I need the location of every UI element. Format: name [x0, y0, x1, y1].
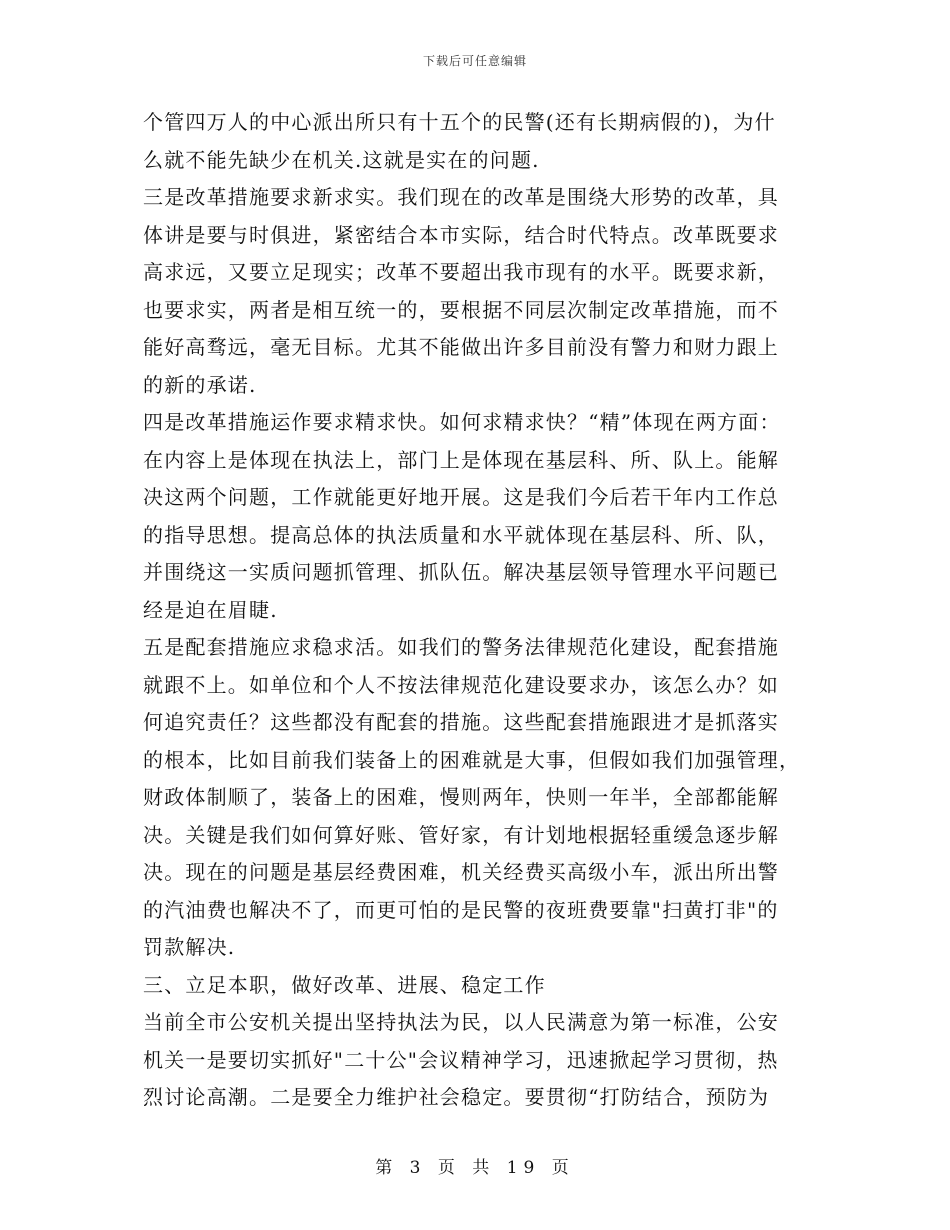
text-line: 的汽油费也解决不了，而更可怕的是民警的夜班费要靠"扫黄打非"的: [143, 897, 779, 922]
text-line: 决。现在的问题是基层经费困难，机关经费买高级小车，派出所出警: [143, 860, 779, 884]
text-line: 在内容上是体现在执法上，部门上是体现在基层科、所、队上。能解: [143, 447, 779, 472]
text-line: 个管四万人的中心派出所只有十五个的民警(还有长期病假的)，为什: [143, 110, 776, 134]
text-line: 么就不能先缺少在机关.这就是实在的问题.: [143, 147, 540, 172]
text-line: 能好高骛远，毫无目标。尤其不能做出许多目前没有警力和财力跟上: [143, 335, 779, 359]
text-line: 的新的承诺.: [143, 372, 257, 397]
text-line: 的根本，比如目前我们装备上的困难就是大事，但假如我们加强管理，: [143, 747, 801, 772]
document-body: [143, 104, 803, 1117]
text-line: 烈讨论高潮。二是要全力维护社会稳定。要贯彻“打防结合，预防为: [143, 1085, 770, 1109]
text-line: 五是配套措施应求稳求活。如我们的警务法律规范化建设，配套措施: [143, 635, 779, 659]
text-line: 高求远，又要立足现实；改革不要超出我市现有的水平。既要求新，: [143, 260, 779, 284]
page-header: 下载后可任意编辑: [422, 54, 527, 68]
text-line: 财政体制顺了，装备上的困难，慢则两年，快则一年半，全部都能解: [143, 785, 779, 809]
section-heading: 三、立足本职，做好改革、进展、稳定工作: [143, 972, 546, 997]
text-line: 罚款解决.: [143, 935, 236, 959]
text-line: 何追究责任？这些都没有配套的措施。这些配套措施跟进才是抓落实: [143, 710, 779, 734]
text-line: 并围绕这一实质问题抓管理、抓队伍。解决基层领导管理水平问题已: [143, 560, 779, 584]
text-line: 三是改革措施要求新求实。我们现在的改革是围绕大形势的改革，具: [143, 185, 779, 209]
text-line: 决。关键是我们如何算好账、管好家，有计划地根据轻重缓急逐步解: [143, 822, 779, 847]
text-line: 体讲是要与时俱进，紧密结合本市实际，结合时代特点。改革既要求: [143, 222, 779, 247]
text-line: 经是迫在眉睫.: [143, 597, 278, 622]
text-line: 四是改革措施运作要求精求快。如何求精求快？“精”体现在两方面：: [143, 410, 781, 434]
text-line: 机关一是要切实抓好"二十公"会议精神学习，迅速掀起学习贯彻，热: [143, 1047, 779, 1072]
text-line: 当前全市公安机关提出坚持执法为民，以人民满意为第一标准，公安: [143, 1010, 779, 1034]
text-line: 就跟不上。如单位和个人不按法律规范化建设要求办，该怎么办？如: [143, 672, 779, 697]
text-line: 也要求实，两者是相互统一的，要根据不同层次制定改革措施，而不: [143, 297, 779, 322]
text-line: 决这两个问题，工作就能更好地开展。这是我们今后若干年内工作总: [143, 485, 779, 509]
page-number-footer: 第 3 页 共 19 页: [375, 1158, 575, 1178]
text-line: 的指导思想。提高总体的执法质量和水平就体现在基层科、所、队，: [143, 522, 779, 547]
